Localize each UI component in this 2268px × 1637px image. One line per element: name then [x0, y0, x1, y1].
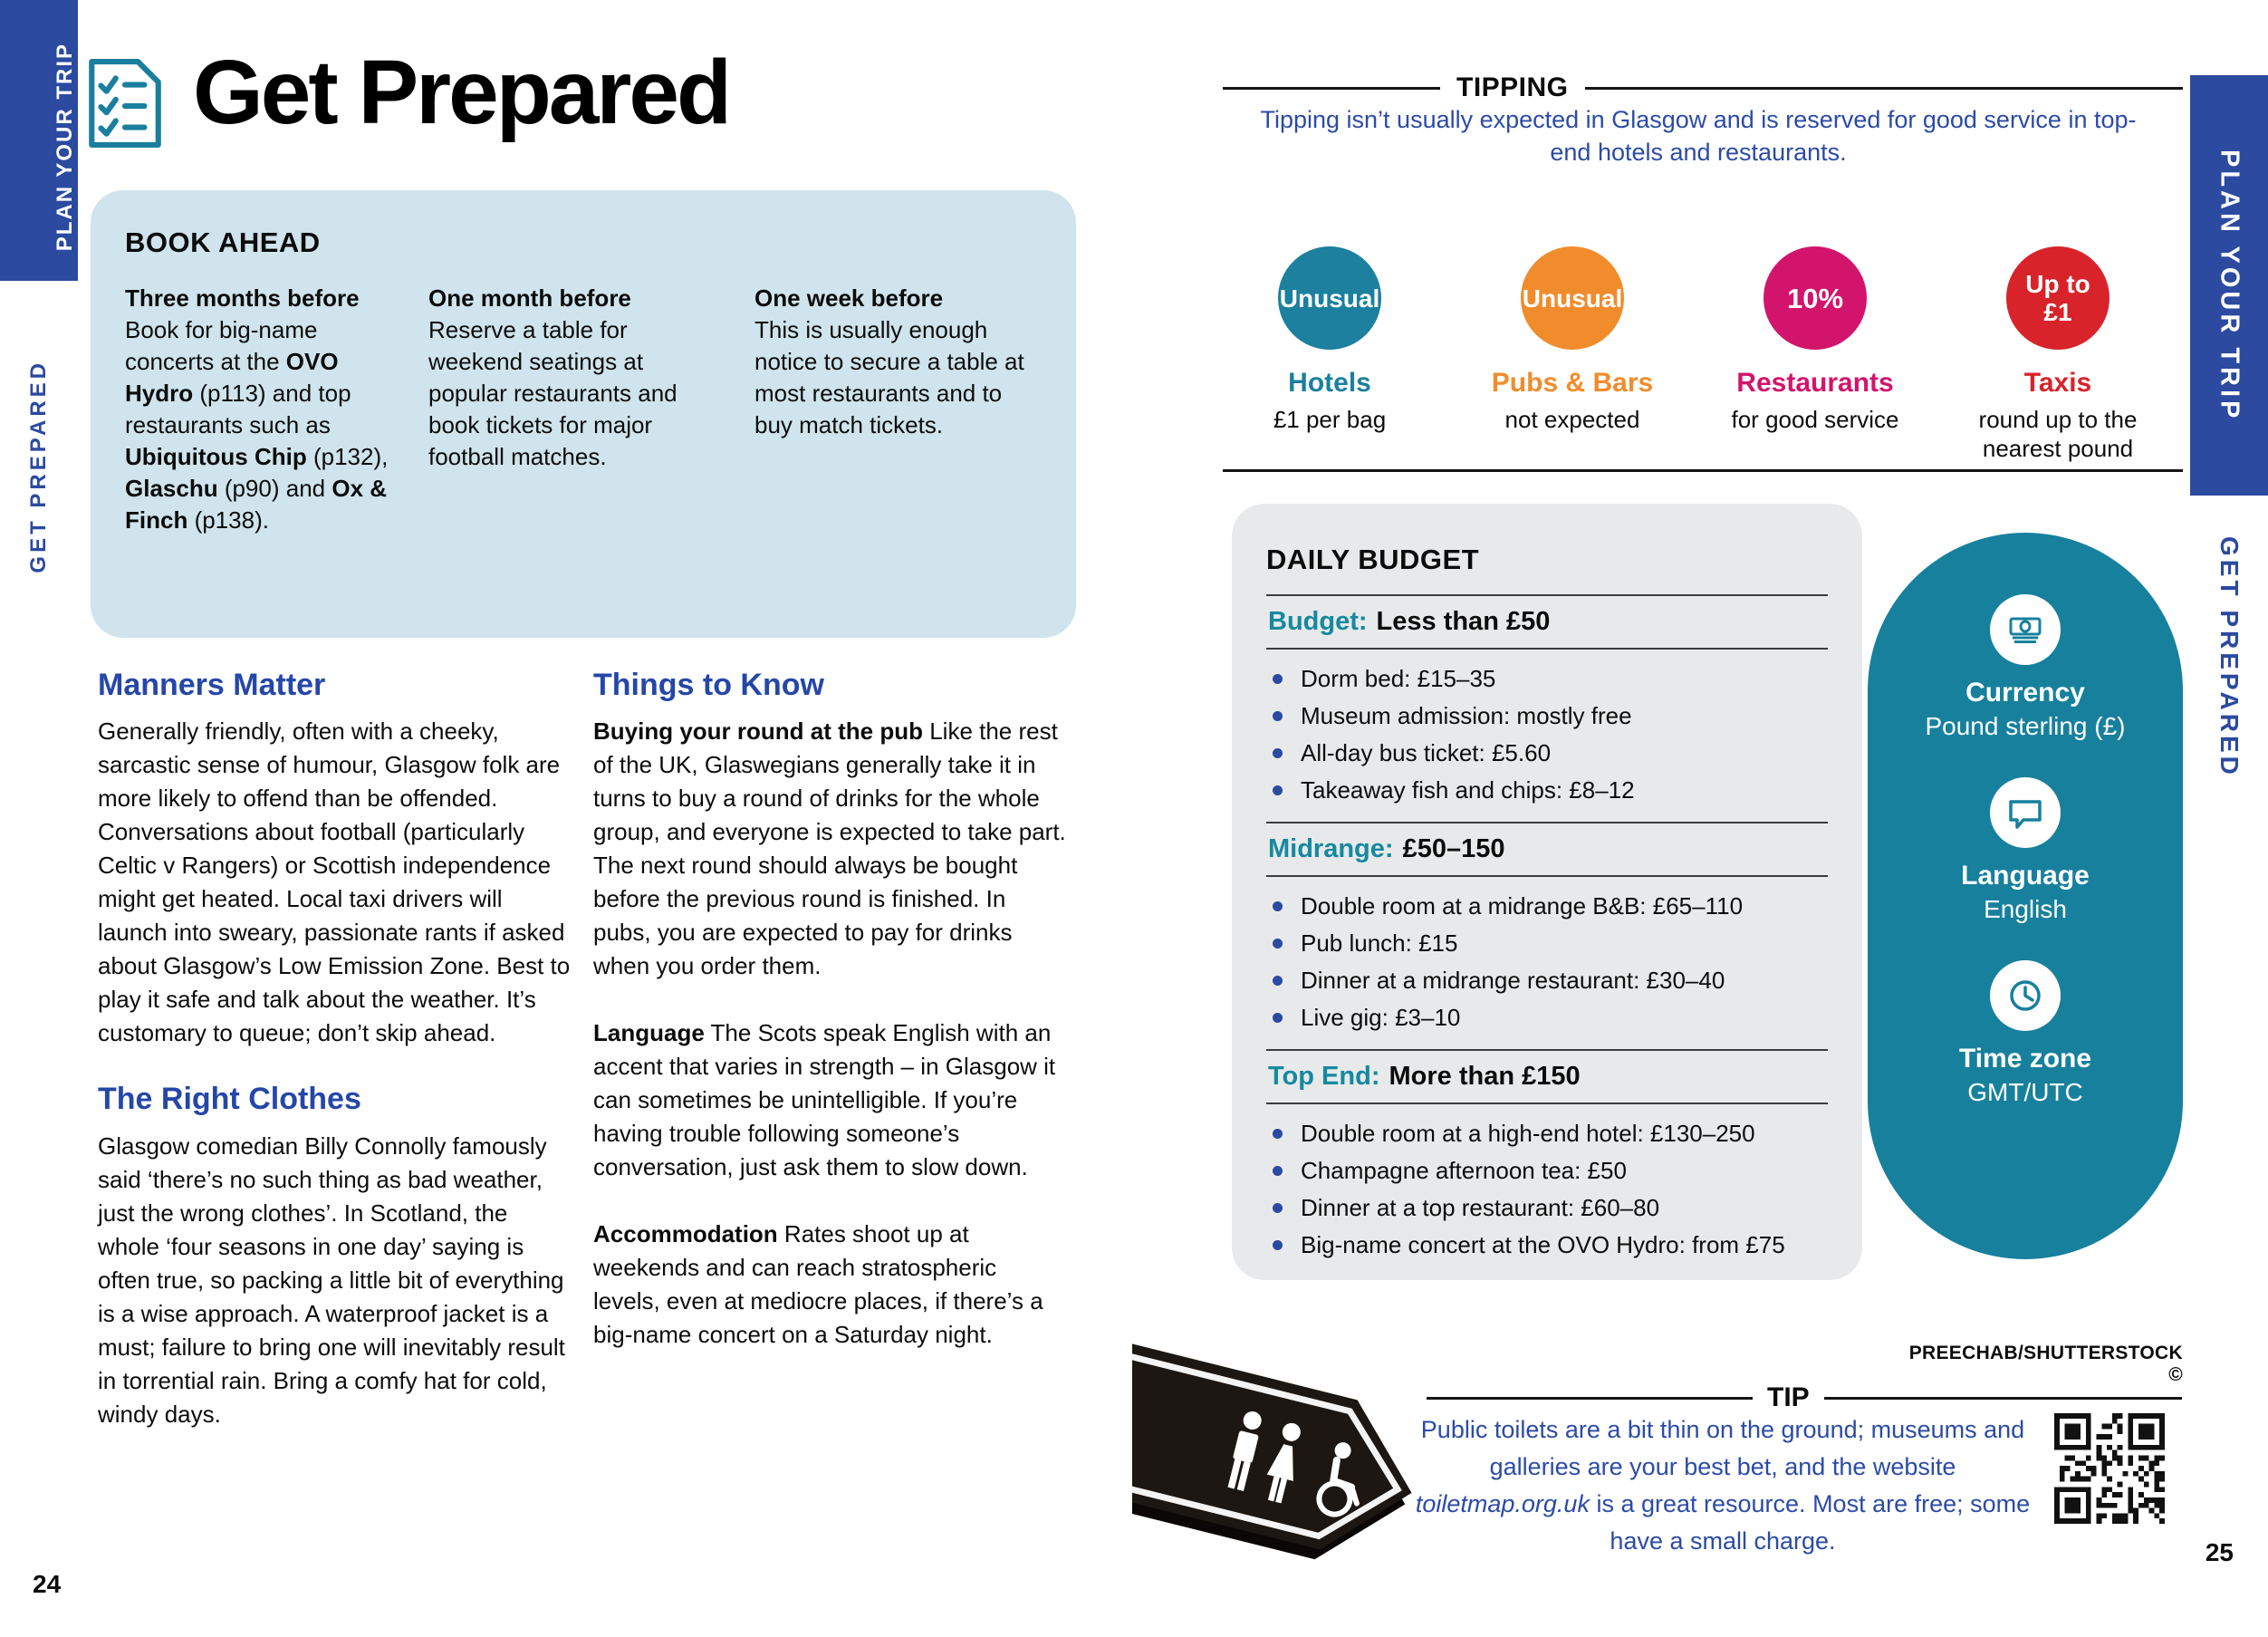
- tipping-item-pubs-bars: [1451, 246, 1694, 463]
- budget-tier-list: [1266, 1104, 1828, 1276]
- toilet-sign-photo: [1132, 1301, 1455, 1637]
- tipping-note: for good service: [1731, 406, 1899, 433]
- clock-icon: [1990, 960, 2061, 1031]
- right-sidebar-top-label: PLAN YOUR TRIP: [2215, 149, 2244, 422]
- page-title: Get Prepared: [193, 42, 730, 143]
- right-sidebar-get-prepared: [2190, 507, 2268, 806]
- photo-credit: PREECHAB/SHUTTERSTOCK ©: [1908, 1343, 2183, 1385]
- left-sidebar-bottom-label: GET PREPARED: [26, 360, 51, 573]
- fact-currency: [1925, 594, 2125, 741]
- page-number-left: 24: [33, 1570, 62, 1598]
- right-sidebar-bottom-label: GET PREPARED: [2215, 535, 2244, 778]
- book-ahead-column-title: One week before: [754, 284, 944, 312]
- section-body-manners-matter: Generally friendly, often with a cheeky, sarcastic sense of humour, Glasgow folk are more likely to offend than be offended. Conversations about football (particularly Celtic v Rangers) or Scottish independence might get heated. Local taxi drivers will launch into sweary, passionate rants if asked about Glasgow’s Low Emission Zone. Best to play it safe and talk about the weather. It’s customary to queue; don’t skip ahead.: [98, 717, 571, 1047]
- tipping-rule-left: [1223, 87, 1440, 90]
- budget-tier-range: £50–150: [1402, 834, 1505, 863]
- budget-item: Pub lunch: £15: [1266, 925, 1828, 962]
- section-heading-right-clothes: The Right Clothes: [98, 1082, 361, 1117]
- budget-item: Museum admission: mostly free: [1266, 698, 1828, 735]
- tipping-circle: [1521, 246, 1624, 350]
- tipping-label: Restaurants: [1736, 368, 1894, 398]
- book-ahead-heading: BOOK AHEAD: [125, 226, 321, 258]
- tipping-circle-text: 10%: [1786, 282, 1844, 314]
- section-heading-manners-matter: Manners Matter: [98, 668, 326, 702]
- tipping-circle-text: £1: [2043, 298, 2072, 326]
- budget-tier-list: [1266, 650, 1828, 822]
- budget-tier-heading: [1266, 1049, 1828, 1104]
- daily-budget-heading: DAILY BUDGET: [1266, 544, 1480, 575]
- budget-tier-label: Top End:: [1268, 1062, 1380, 1091]
- tipping-bottom-rule: [1223, 469, 2183, 472]
- tipping-intro: Tipping isn’t usually expected in Glasgow and is reserved for good service in top-end hotels and restaurants.: [1260, 106, 2137, 166]
- things-to-know-column: [593, 669, 1066, 1352]
- things-paragraph-accommodation: Accommodation Rates shoot up at weekends and can reach stratospheric levels, even at mediocre places, if there’s a big-name concert on a Saturday night.: [593, 1220, 1043, 1349]
- fact-label: Currency: [1965, 678, 2085, 708]
- qr-code: [2054, 1413, 2165, 1524]
- budget-tier-heading: [1266, 594, 1828, 650]
- fact-time-zone: [1959, 960, 2091, 1107]
- tipping-items-row: [1208, 246, 2179, 463]
- page-number-right: 25: [2205, 1538, 2234, 1566]
- book-ahead-column: [754, 283, 1040, 536]
- tipping-circle: [2006, 246, 2109, 350]
- budget-item: All-day bus ticket: £5.60: [1266, 735, 1828, 772]
- fact-language: [1961, 777, 2090, 924]
- tipping-item-taxis: [1936, 246, 2179, 463]
- budget-item: Double room at a high-end hotel: £130–250: [1266, 1115, 1828, 1152]
- book-ahead-column: [125, 283, 401, 536]
- tipping-header: [1223, 72, 2183, 103]
- book-ahead-column-title: Three months before: [125, 284, 360, 312]
- tipping-note: not expected: [1504, 406, 1640, 433]
- speech-bubble-icon: [1990, 777, 2061, 848]
- budget-item: Dinner at a midrange restaurant: £30–40: [1266, 962, 1828, 999]
- fact-value: GMT/UTC: [1967, 1078, 2083, 1106]
- section-heading-things-to-know: Things to Know: [593, 668, 824, 702]
- fact-value: Pound sterling (£): [1925, 712, 2126, 740]
- tipping-heading: TIPPING: [1456, 72, 1569, 102]
- tipping-label: Hotels: [1288, 368, 1371, 398]
- things-paragraph-buying-round: Buying your round at the pub Like the rest of the UK, Glaswegians generally take it in turns to buy a round of drinks for the whole group, and everyone is expected to take part. The next round should always be bought before the previous round is finished. In pubs, you are expected to pay for drinks when you order them.: [593, 717, 1066, 980]
- quick-facts-pill: [1868, 533, 2183, 1259]
- tipping-item-restaurants: [1694, 246, 1936, 463]
- tip-rule-right: [1824, 1397, 2182, 1400]
- fact-label: Time zone: [1958, 1044, 2092, 1074]
- budget-item: Champagne afternoon tea: £50: [1266, 1152, 1828, 1189]
- budget-item: Takeaway fish and chips: £8–12: [1266, 772, 1828, 809]
- tip-heading: TIP: [1767, 1382, 1810, 1412]
- fact-label: Language: [1961, 861, 2090, 891]
- book-ahead-box: [91, 190, 1076, 638]
- tipping-item-hotels: [1208, 246, 1451, 463]
- tip-body: Public toilets are a bit thin on the ground; museums and galleries are your best bet, and the website toiletmap.org.uk is a great resource. Most are free; some have a small charge.: [1415, 1416, 2031, 1555]
- budget-tier-heading: [1266, 822, 1828, 877]
- budget-item: Dorm bed: £15–35: [1266, 660, 1828, 698]
- tipping-circle-text: Unusual: [1279, 284, 1380, 313]
- book-ahead-column-body: Reserve a table for weekend seatings at popular restaurants and book tickets for major football matches.: [428, 316, 678, 470]
- left-text-column: [98, 669, 571, 1431]
- checklist-icon: [86, 58, 164, 149]
- tipping-circle: [1763, 246, 1867, 350]
- tipping-circle-text: Unusual: [1522, 284, 1623, 313]
- budget-tier-list: [1266, 877, 1828, 1049]
- budget-tier-label: Budget:: [1268, 607, 1368, 636]
- budget-item: Dinner at a top restaurant: £60–80: [1266, 1189, 1828, 1227]
- budget-item: Live gig: £3–10: [1266, 999, 1828, 1036]
- right-sidebar-plan-your-trip: [2190, 75, 2268, 496]
- tip-rule-left: [1427, 1397, 1753, 1400]
- left-sidebar-get-prepared: [0, 326, 78, 607]
- book-ahead-column-body: Book for big-name concerts at the OVO Hydro (p113) and top restaurants such as Ubiquitous Chip (p132), Glaschu (p90) and Ox & Finch (p138).: [125, 316, 389, 534]
- book-ahead-column: [428, 283, 727, 536]
- budget-tier-label: Midrange:: [1268, 834, 1394, 863]
- tipping-note: £1 per bag: [1273, 406, 1387, 433]
- tipping-rule-right: [1585, 87, 2183, 90]
- book-ahead-column-body: This is usually enough notice to secure a table at most restaurants and to buy match tickets.: [754, 316, 1024, 438]
- tipping-circle: [1278, 246, 1381, 350]
- book-ahead-column-title: One month before: [428, 284, 631, 312]
- tipping-label: Taxis: [2023, 368, 2092, 398]
- tip-footer-header: [1427, 1382, 2182, 1413]
- budget-item: Big-name concert at the OVO Hydro: from £75: [1266, 1227, 1828, 1264]
- tipping-note: round up to the nearest pound: [1978, 406, 2138, 462]
- fact-value: English: [1984, 895, 2067, 923]
- tipping-label: Pubs & Bars: [1491, 368, 1654, 398]
- budget-tier-range: More than £150: [1389, 1062, 1581, 1091]
- book-ahead-columns: [125, 283, 1042, 536]
- daily-budget-box: [1232, 504, 1862, 1280]
- left-sidebar-top-label: PLAN YOUR TRIP: [53, 42, 77, 252]
- banknotes-icon: [1990, 594, 2061, 665]
- tipping-circle-text: Up to: [2025, 270, 2090, 298]
- budget-item: Double room at a midrange B&B: £65–110: [1266, 888, 1828, 925]
- budget-tier-range: Less than £50: [1376, 607, 1551, 636]
- section-body-right-clothes: Glasgow comedian Billy Connolly famously said ‘there’s no such thing as bad weather, just the wrong clothes’. In Scotland, the whole ‘four seasons in one day’ saying is often true, so packing a little bit of everything is a wise approach. A waterproof jacket is a must; failure to bring one will inevitably result in torrential rain. Bring a comfy hat for cold, windy days.: [98, 1131, 565, 1428]
- things-paragraph-language: Language The Scots speak English with an accent that varies in strength – in Glasgow it can sometimes be unintelligible. If you’re having trouble following someone’s conversation, just ask them to slow down.: [593, 1019, 1056, 1181]
- left-sidebar-plan-your-trip: [0, 0, 78, 281]
